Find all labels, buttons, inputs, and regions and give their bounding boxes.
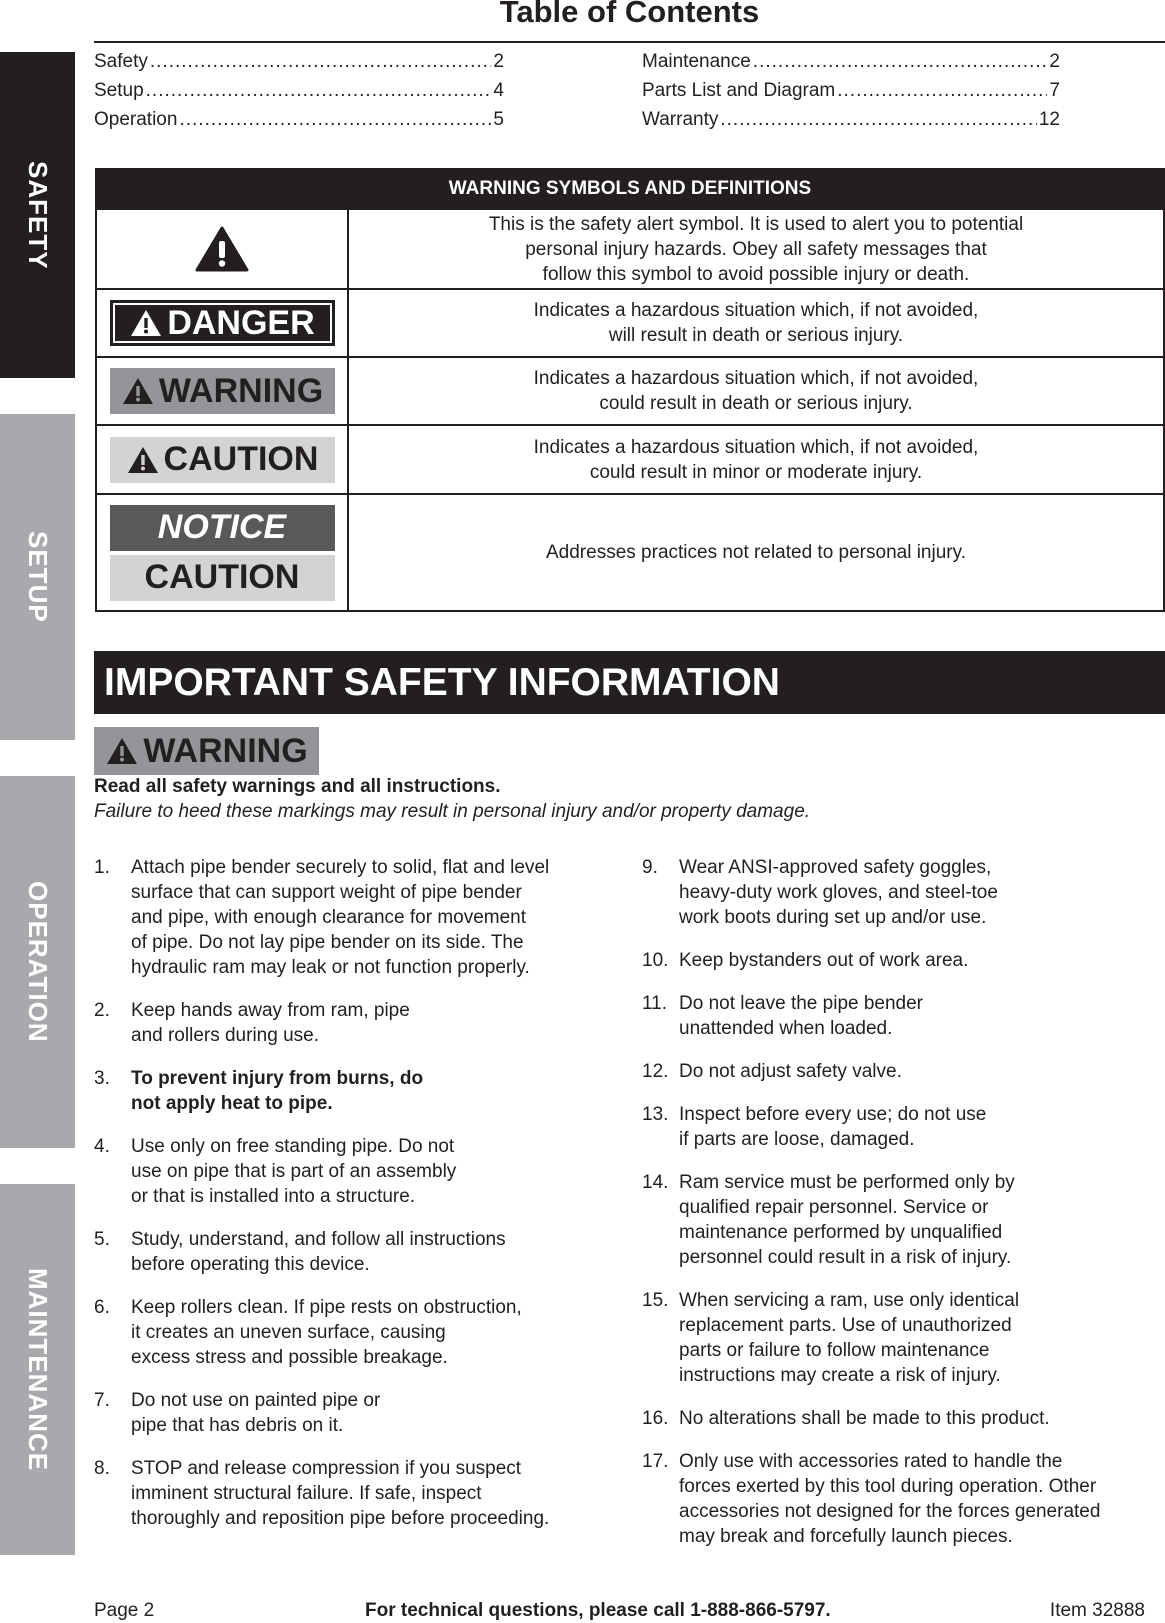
item-text: Attach pipe bender securely to solid, flat and level surface that can support weight of pipe bender and pipe, with enough clearance for movement of pipe. Do not lay pipe bender on its side. The hydraulic ram may leak or not function properly. <box>131 857 550 978</box>
alert-triangle-icon <box>129 308 163 338</box>
ws-symbol-cell <box>97 210 349 288</box>
side-tab-setup <box>0 414 75 740</box>
ws-definition <box>349 290 1163 356</box>
failure-warning-text: Failure to heed these markings may result in personal injury and/or property damage. <box>94 801 811 822</box>
item-text: Study, understand, and follow all instructions before operating this device. <box>131 1229 506 1275</box>
item-number: 12. <box>642 1061 669 1082</box>
read-instructions-text: Read all safety warnings and all instructions. <box>94 776 501 797</box>
ws-definition <box>349 358 1163 424</box>
side-tab-label: MAINTENANCE <box>23 1267 53 1472</box>
toc-label: Warranty <box>642 109 719 130</box>
list-item <box>642 1059 1162 1084</box>
toc-entry <box>642 109 1060 138</box>
ws-definition <box>349 495 1163 610</box>
toc-label: Maintenance <box>642 51 751 72</box>
caution-plain-signal-label: CAUTION <box>110 555 335 601</box>
safety-alert-icon <box>194 225 250 273</box>
item-text: STOP and release compression if you suspect imminent structural failure. If safe, inspect thoroughly and reposition pipe before proceeding. <box>131 1458 550 1529</box>
ws-definition <box>349 210 1163 288</box>
item-number: 11. <box>642 993 668 1014</box>
safety-list-right <box>642 855 1162 1567</box>
list-item <box>94 1227 614 1277</box>
item-text: Inspect before every use; do not use if parts are loose, damaged. <box>679 1104 987 1150</box>
list-item <box>94 1388 614 1438</box>
alert-triangle-icon <box>105 736 139 766</box>
item-number: 3. <box>94 1068 110 1089</box>
ws-symbol-cell <box>97 426 349 493</box>
side-tab-label: SAFETY <box>23 160 53 270</box>
item-number: 13. <box>642 1104 669 1125</box>
side-tab-operation <box>0 776 75 1148</box>
item-text: Keep rollers clean. If pipe rests on obstruction, it creates an uneven surface, causing excess stress and possible breakage. <box>131 1297 522 1368</box>
item-number: 15. <box>642 1290 669 1311</box>
ws-definition-line: Indicates a hazardous situation which, if not avoided, <box>533 368 979 389</box>
ws-definition-line: Addresses practices not related to personal injury. <box>546 542 966 563</box>
item-text: Only use with accessories rated to handle the forces exerted by this tool during operation. Other accessories not designed for the forces generated may break and forcefully launch pieces. <box>679 1451 1101 1547</box>
toc-page: 4 <box>493 80 504 101</box>
toc-dots <box>179 109 491 131</box>
ws-definition-line: will result in death or serious injury. <box>608 325 904 346</box>
ws-definition <box>349 426 1163 493</box>
list-item <box>642 948 1162 973</box>
safety-list-left <box>94 855 614 1549</box>
list-item <box>642 1288 1162 1388</box>
signal-word: WARNING <box>158 371 324 410</box>
ws-definition-line: Indicates a hazardous situation which, if not avoided, <box>533 436 979 458</box>
ws-definition-line: This is the safety alert symbol. It is used to alert you to potential <box>488 213 1024 235</box>
item-number: 5. <box>94 1229 110 1250</box>
toc-entry <box>642 80 1060 109</box>
warning-signal-label <box>94 727 319 775</box>
list-item <box>94 1456 614 1531</box>
toc-divider <box>94 41 1165 43</box>
alert-triangle-icon <box>126 445 160 475</box>
list-item <box>642 1406 1162 1431</box>
item-number: 17. <box>642 1451 669 1472</box>
item-text: Do not leave the pipe bender unattended when loaded. <box>679 993 924 1039</box>
side-tab-maintenance <box>0 1184 75 1555</box>
signal-word: CAUTION <box>163 440 319 478</box>
ws-row-warning <box>97 356 1163 424</box>
toc-dots <box>837 80 1047 102</box>
item-number: 16. <box>642 1408 669 1429</box>
list-item <box>642 1170 1162 1270</box>
item-number: 6. <box>94 1297 110 1318</box>
item-number: 14. <box>642 1172 669 1193</box>
list-item <box>94 1295 614 1370</box>
list-item <box>642 1102 1162 1152</box>
item-text: Wear ANSI-approved safety goggles, heavy-duty work gloves, and steel-toe work boots during set up and/or use. <box>679 857 998 928</box>
item-text: Do not use on painted pipe or pipe that has debris on it. <box>131 1390 381 1436</box>
notice-signal-label: NOTICE <box>110 505 335 551</box>
toc-dots <box>753 51 1048 73</box>
item-number: 7. <box>94 1390 110 1411</box>
ws-definition-line: personal injury hazards. Obey all safety messages that <box>525 238 987 260</box>
toc-column-right <box>642 51 1060 138</box>
toc-label: Operation <box>94 109 178 130</box>
toc-page: 2 <box>1049 51 1060 72</box>
item-text: Ram service must be performed only by qualified repair personnel. Service or maintenance performed by unqualified personnel could result in a risk of injury. <box>679 1172 1015 1268</box>
important-safety-banner: IMPORTANT SAFETY INFORMATION <box>94 651 1165 714</box>
item-number: 2. <box>94 1000 110 1021</box>
item-text: To prevent injury from burns, do not apply heat to pipe. <box>131 1068 424 1114</box>
side-tab-safety <box>0 52 75 378</box>
list-item <box>94 1066 614 1116</box>
toc-dots <box>150 51 492 73</box>
list-item <box>94 855 614 980</box>
ws-row-alert <box>97 208 1163 288</box>
ws-definition-line: could result in minor or moderate injury. <box>589 461 923 483</box>
item-number: 8. <box>94 1458 110 1479</box>
toc-page: 5 <box>493 109 504 130</box>
list-item <box>94 998 614 1048</box>
toc-label: Safety <box>94 51 148 72</box>
warning-symbols-table <box>95 168 1165 612</box>
ws-row-caution <box>97 424 1163 493</box>
list-item <box>94 1134 614 1209</box>
side-tab-label: SETUP <box>23 531 53 623</box>
item-text: When servicing a ram, use only identical replacement parts. Use of unauthorized parts or failure to follow maintenance instructions may create a risk of injury. <box>679 1290 1020 1386</box>
list-item <box>642 991 1162 1041</box>
ws-definition-line: Indicates a hazardous situation which, if not avoided, <box>533 300 979 321</box>
ws-row-danger <box>97 288 1163 356</box>
item-number: 4. <box>94 1136 110 1157</box>
footer-tech-support: For technical questions, please call 1-888-866-5797. <box>365 1600 831 1621</box>
toc-page: 7 <box>1049 80 1060 101</box>
toc-label: Parts List and Diagram <box>642 80 836 101</box>
toc-label: Setup <box>94 80 144 101</box>
item-number: 1. <box>94 857 110 878</box>
item-text: No alterations shall be made to this product. <box>679 1408 1050 1429</box>
toc-entry <box>642 51 1060 80</box>
caution-signal-label <box>110 437 335 483</box>
toc-dots <box>720 109 1036 131</box>
ws-symbol-cell <box>97 358 349 424</box>
item-text: Keep bystanders out of work area. <box>679 950 969 971</box>
toc-page: 2 <box>493 51 504 72</box>
danger-signal-label <box>110 300 335 346</box>
footer-item-number: Item 32888 <box>1049 1600 1145 1621</box>
item-text: Keep hands away from ram, pipe and rollers during use. <box>131 1000 410 1046</box>
warning-symbols-header: WARNING SYMBOLS AND DEFINITIONS <box>97 170 1163 208</box>
ws-definition-line: follow this symbol to avoid possible injury or death. <box>542 263 970 285</box>
list-item <box>642 1449 1162 1549</box>
ws-row-notice <box>97 493 1163 610</box>
side-tab-label: OPERATION <box>23 881 53 1043</box>
item-number: 10. <box>642 950 669 971</box>
alert-triangle-icon <box>121 376 155 406</box>
ws-symbol-cell <box>97 290 349 356</box>
toc-page: 12 <box>1038 109 1060 130</box>
list-item <box>642 855 1162 930</box>
footer-page-number: Page 2 <box>94 1600 155 1621</box>
toc-entry <box>94 109 504 138</box>
ws-definition-line: could result in death or serious injury. <box>599 393 913 414</box>
signal-word: DANGER <box>167 303 315 342</box>
item-text: Use only on free standing pipe. Do not use on pipe that is part of an assembly or that is installed into a structure. <box>131 1136 457 1207</box>
toc-entry <box>94 51 504 80</box>
toc-title: Table of Contents <box>499 0 760 29</box>
item-number: 9. <box>642 857 658 878</box>
item-text: Do not adjust safety valve. <box>679 1061 902 1082</box>
toc-entry <box>94 80 504 109</box>
toc-dots <box>146 80 492 102</box>
warning-signal-label <box>110 368 335 414</box>
signal-word: WARNING <box>143 731 308 770</box>
ws-symbol-cell <box>97 495 349 610</box>
toc-column-left <box>94 51 504 138</box>
